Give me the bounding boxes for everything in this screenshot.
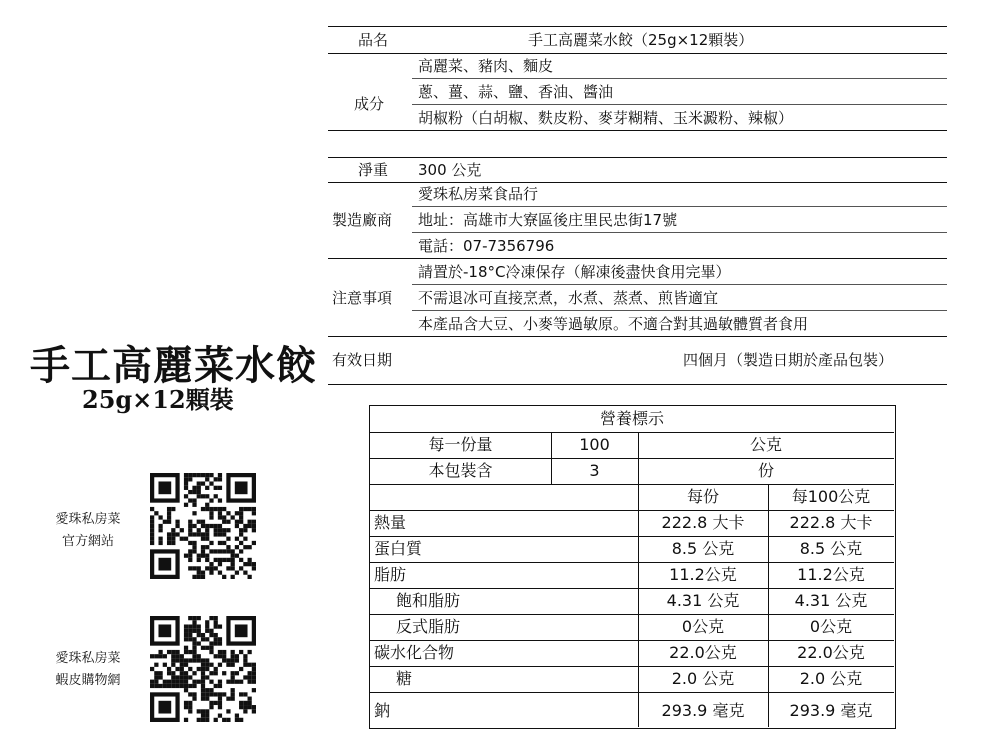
nutrient-name-carbohydrate: 碳水化合物	[374, 643, 455, 662]
net-weight-label: 淨重	[358, 161, 389, 179]
expiry-value: 四個月（製造日期於產品包裝）	[683, 351, 894, 369]
product-name-label: 品名	[358, 31, 389, 49]
ingredients-label: 成分	[354, 95, 385, 113]
ingredient-line: 高麗菜、豬肉、麵皮	[418, 57, 554, 75]
qr-finder-pattern	[226, 473, 256, 503]
qr-finder-pattern	[226, 616, 256, 646]
expiry-label: 有效日期	[332, 351, 393, 369]
qr-finder-pattern	[150, 473, 180, 503]
product-name-value: 手工高麗菜水餃（25g×12顆裝）	[528, 31, 754, 49]
nutrition-facts-table	[369, 405, 896, 729]
product-title: 手工高麗菜水餃	[30, 342, 317, 389]
nutrient-name-trans-fat: 反式脂肪	[396, 617, 461, 636]
serving-size-unit: 公克	[749, 435, 782, 454]
qr-finder-pattern	[150, 616, 180, 646]
qr-finder-pattern	[150, 692, 180, 722]
manufacturer-phone: 電話：07-7356796	[418, 237, 555, 255]
nutrient-per-serving: 4.31 公克	[666, 591, 740, 610]
manufacturer-name: 愛珠私房菜食品行	[418, 185, 539, 203]
ingredient-line: 蔥、薑、蒜、鹽、香油、醬油	[418, 83, 614, 101]
nutrient-per-100g: 222.8 大卡	[789, 513, 873, 532]
nutrient-per-serving: 2.0 公克	[671, 669, 735, 688]
qr-shopee-label-line1: 愛珠私房菜	[55, 651, 121, 666]
qr-shopee-label-line2: 蝦皮購物網	[55, 673, 121, 688]
qr-official-label-line2: 官方網站	[61, 534, 114, 549]
column-per-serving: 每份	[686, 487, 719, 506]
qr-official-label-line1: 愛珠私房菜	[55, 512, 121, 527]
note-line: 不需退冰可直接烹煮，水煮、蒸煮、煎皆適宜	[418, 289, 719, 307]
manufacturer-label: 製造廠商	[332, 211, 393, 229]
notes-label: 注意事項	[332, 289, 393, 307]
nutrient-name-protein: 蛋白質	[374, 539, 423, 558]
servings-per-pack-label: 本包裝含	[428, 461, 493, 480]
nutrient-per-100g: 8.5 公克	[799, 539, 863, 558]
nutrient-per-serving: 222.8 大卡	[661, 513, 745, 532]
nutrient-per-serving: 11.2公克	[669, 565, 737, 584]
qr-code-official[interactable]	[150, 473, 256, 579]
ingredient-line: 胡椒粉（白胡椒、麩皮粉、麥芽糊精、玉米澱粉、辣椒）	[418, 109, 794, 127]
nutrient-per-serving: 0公克	[681, 617, 725, 636]
servings-per-pack-value: 3	[589, 461, 600, 480]
nutrient-per-100g: 0公克	[809, 617, 853, 636]
net-weight-value: 300 公克	[418, 161, 482, 179]
qr-shopee-label	[33, 648, 143, 692]
nutrient-name-energy: 熱量	[374, 513, 407, 532]
qr-finder-pattern	[150, 549, 180, 579]
serving-size-value: 100	[579, 435, 610, 454]
nutrient-per-serving: 293.9 毫克	[661, 701, 745, 720]
nutrient-per-serving: 8.5 公克	[671, 539, 735, 558]
note-line: 本產品含大豆、小麥等過敏原。不適合對其過敏體質者食用	[418, 315, 809, 333]
manufacturer-address: 地址：高雄市大寮區後庄里民忠街17號	[418, 211, 678, 229]
serving-size-label: 每一份量	[428, 435, 493, 454]
nutrient-name-fat: 脂肪	[374, 565, 407, 584]
nutrient-per-serving: 22.0公克	[669, 643, 737, 662]
nutrient-per-100g: 22.0公克	[797, 643, 865, 662]
note-line: 請置於-18°C冷凍保存（解凍後盡快食用完畢）	[418, 263, 731, 281]
nutrition-title: 營養標示	[599, 409, 664, 428]
nutrient-name-saturated-fat: 飽和脂肪	[396, 591, 461, 610]
servings-per-pack-unit: 份	[757, 461, 774, 480]
column-per-100g: 每100公克	[791, 487, 871, 506]
nutrient-name-sugar: 糖	[396, 669, 413, 688]
nutrient-per-100g: 2.0 公克	[799, 669, 863, 688]
qr-official-label	[33, 509, 143, 553]
qr-code-shopee[interactable]	[150, 616, 256, 722]
nutrient-per-100g: 11.2公克	[797, 565, 865, 584]
nutrient-name-sodium: 鈉	[374, 701, 391, 720]
product-subtitle: 25g×12顆裝	[82, 385, 234, 414]
nutrient-per-100g: 293.9 毫克	[789, 701, 873, 720]
nutrient-per-100g: 4.31 公克	[794, 591, 868, 610]
